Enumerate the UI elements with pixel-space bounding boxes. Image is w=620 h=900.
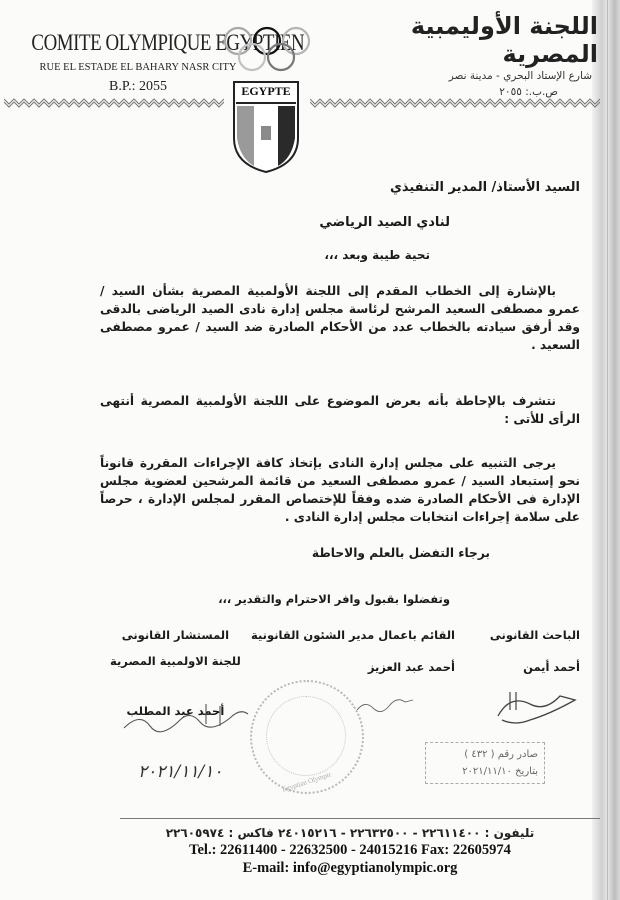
signatory-title: المستشار القانونى (121, 628, 230, 642)
stamp-text: Egyptian Olympic (281, 770, 333, 794)
handwritten-signature-3 (120, 700, 255, 738)
signatory-acting-legal-director (251, 628, 455, 674)
signatory-title: القائم باعمال مدير الشئون القانونية (251, 628, 455, 642)
emblem-label: EGYPTE (241, 84, 291, 98)
committee-name-arabic: اللجنة الأوليمبية المصرية (410, 12, 598, 68)
body-paragraph-1 (100, 282, 580, 354)
outgoing-number-stamp (425, 742, 545, 784)
po-box-arabic: ص.ب.: ٢٠٥٥ (499, 86, 558, 98)
contact-arabic: تليفون : ٢٢٦١١٤٠٠ - ٢٢٦٣٢٥٠٠ - ٢٤٠١٥٢١٦ فاكس : ٢٢٦٠٥٩٧٤ (165, 826, 535, 840)
addressee-block (319, 180, 580, 262)
signatory-name: أحمد عبد العزيز (367, 660, 455, 674)
letterhead-arabic (308, 12, 598, 98)
round-official-stamp (250, 680, 364, 794)
zigzag-divider-right (310, 96, 600, 108)
signatory-title: الباحث القانونى (489, 628, 580, 642)
closing-line: وتفضلوا بقبول وافر الاحترام والتقدير ،،، (218, 592, 450, 606)
body-paragraph-2 (100, 392, 580, 428)
contact-email: E-mail: info@egyptianolympic.org (242, 860, 458, 876)
committee-name-french: COMITE OLYMPIQUE EGYPTIEN (31, 30, 305, 55)
paragraph-text: نتشرف بالإحاطة بأنه بعرض الموضوع على اللجنة الأولمبية المصرية أنتهى الرأى للأتى : (100, 394, 580, 426)
addressee-title: السيد الأستاذ/ المدير التنفيذي (389, 180, 580, 195)
paragraph-text: برجاء التفضل بالعلم والاحاطة (311, 546, 490, 560)
contact-english: Tel.: 22611400 - 22632500 - 24015216 Fax: 22605974 (189, 842, 511, 858)
page-fold-shadow (592, 0, 620, 900)
signatory-organization: للجنة الاولمبية المصرية (110, 654, 241, 668)
handwritten-date: ٢٠٢١/١١/١٠ (138, 762, 223, 782)
committee-address-french: RUE EL ESTADE EL BAHARY NASR CITY (39, 62, 237, 73)
body-paragraph-3 (100, 454, 580, 526)
paragraph-text: بالإشارة إلى الخطاب المقدم إلى اللجنة الأولمبية المصرية بشأن السيد / عمرو مصطفى السعيد المرشح لرئاسة مجلس إدارة نادى الصيد الرياضى بالدقى وقد أرفق سيادته بالخطاب عدد من الأحكام الصادرة ضد السيد / عمرو مصطفى السعيد . (100, 284, 580, 352)
signatory-name: أحمد أيمن (523, 660, 580, 674)
olympic-rings-icon (222, 25, 312, 77)
paragraph-text: يرجى التنبيه على مجلس إدارة النادى بإتخاذ كافة الإجراءات المقررة قانوناً نحو إستبعاد السيد / عمرو مصطفى السعيد من قائمة المرشحين لعضوية مجلس الإدارة فى الأحكام الصادرة ضده وفقاً للإختصاص المقرر لمجلس الإدارة ، حرصاً على سلامة إجراءات انتخابات مجلس إدارة النادى . (100, 456, 580, 524)
handwritten-signature-1 (490, 686, 580, 730)
outgoing-number: صادر رقم ( ٤٣٢ ) (464, 749, 538, 760)
po-box-french: B.P.: 2055 (109, 79, 167, 94)
signatory-legal-researcher (490, 628, 580, 674)
page-fold-line (607, 0, 608, 900)
committee-address-arabic: شارع الإستاد البحري - مدينة نصر (448, 70, 592, 82)
greeting: تحية طيبة وبعد ،،، (324, 248, 430, 262)
handwritten-initials (355, 696, 415, 714)
zigzag-divider-left (4, 96, 224, 108)
signatory-name: أحمد عبد المطلب (126, 704, 225, 718)
footer-contact (120, 826, 580, 877)
footer-divider (120, 818, 600, 819)
outgoing-date: بتاريخ ٢٠٢١/١١/١٠ (462, 766, 538, 777)
body-paragraph-4 (100, 544, 580, 562)
stamp-inner-ring (266, 696, 346, 776)
addressee-club: لنادي الصيد الرياضي (319, 215, 450, 230)
